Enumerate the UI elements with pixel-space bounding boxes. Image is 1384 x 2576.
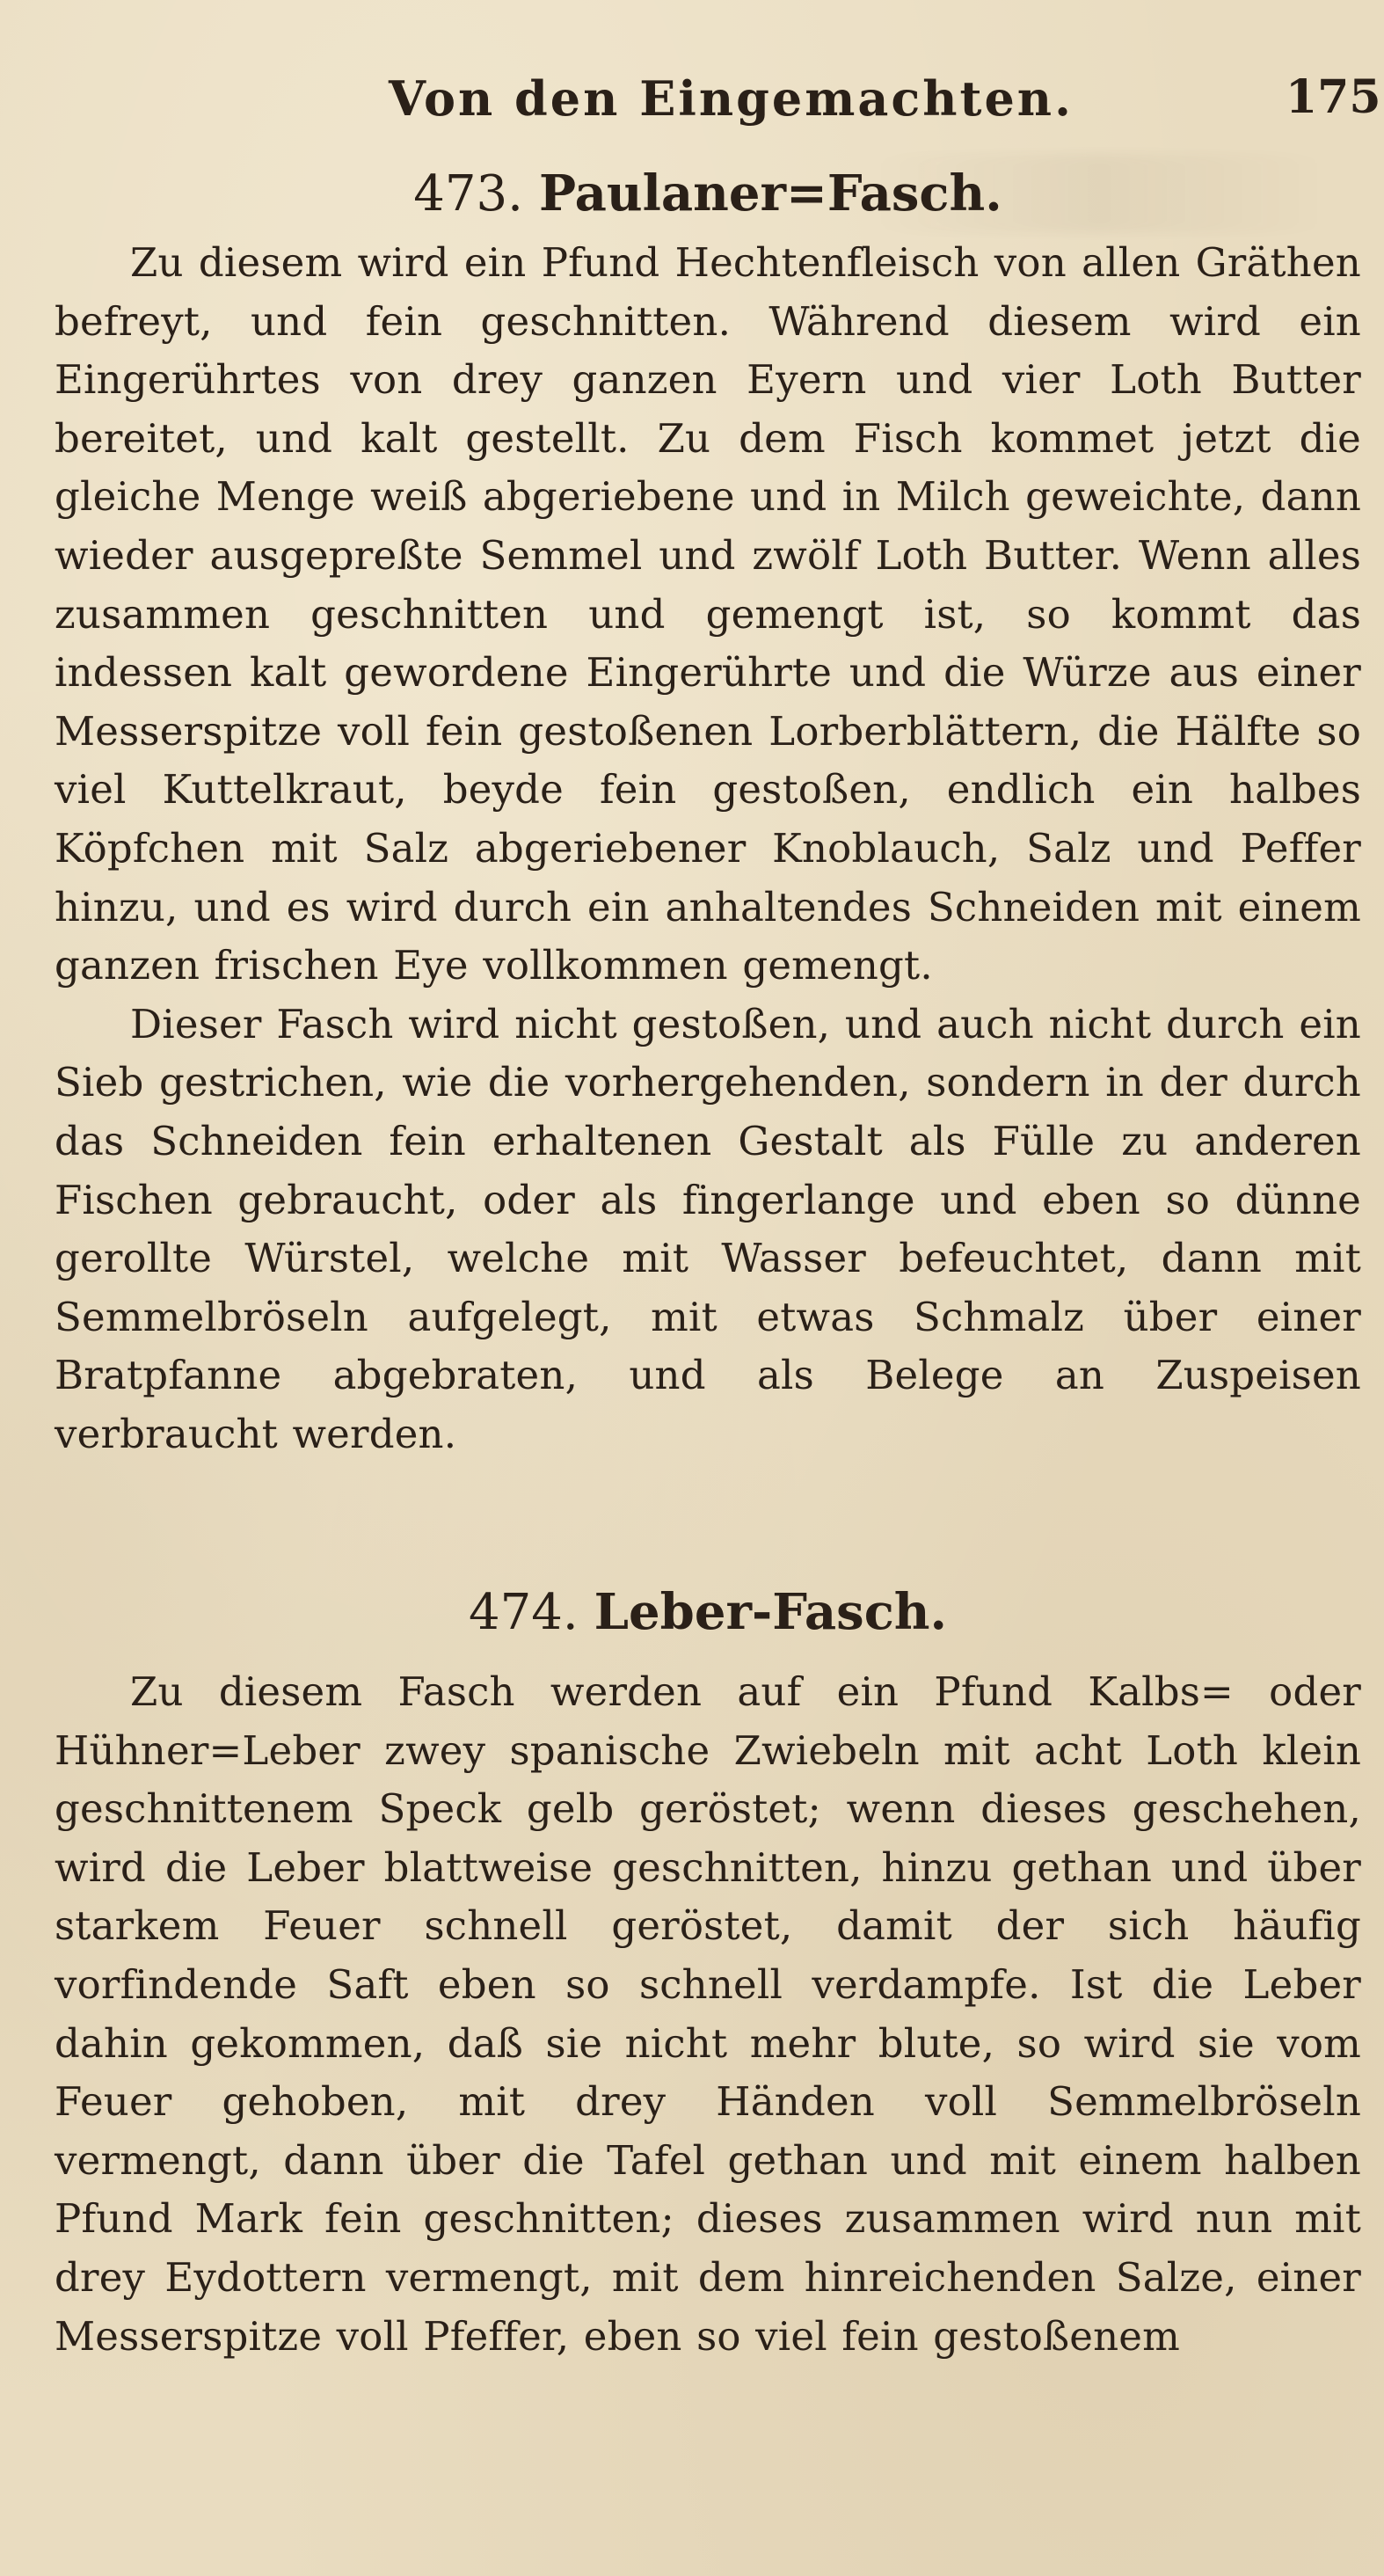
recipe-section-474 [55,1579,1361,2366]
section-heading [55,1579,1361,1646]
running-title: Von den Eingemachten. [389,70,1074,127]
paragraph: Dieser Fasch wird nicht gestoßen, und auch nicht durch ein Sieb gestrichen, wie die vorhergehenden, sondern in der durch das Schneiden fein erhaltenen Gestalt als Fülle zu anderen Fischen gebraucht, oder als fingerlange und eben so dünne gerollte Würstel, welche mit Wasser befeuchtet, dann mit Semmelbröseln aufgelegt, mit etwas Schmalz über einer Bratpfanne abgebraten, und als Belege an Zuspeisen verbraucht werden. [55,1000,1361,1457]
section-number: 474. [468,1584,579,1641]
section-title: Paulaner=Fasch. [538,164,1002,223]
page-number: 175 [1286,70,1381,124]
paragraph: Zu diesem Fasch werden auf ein Pfund Kalbs= oder Hühner=Leber zwey spanische Zwiebeln mit acht Loth klein geschnittenem Speck gelb geröstet; wenn dieses geschehen, wird die Leber blattweise geschnitten, hinzu gethan und über starkem Feuer schnell geröstet, damit der sich häufig vorfindende Saft eben so schnell verdampfe. Ist die Leber dahin gekommen, daß sie nicht mehr blute, so wird sie vom Feuer gehoben, mit drey Händen voll Semmelbröseln vermengt, dann über die Tafel gethan und mit einem halben Pfund Mark fein geschnitten; dieses zusammen wird nun mit drey Eydottern vermengt, mit dem hinreichenden Salze, einer Messerspitze voll Pfeffer, eben so viel fein gestoßenem [55,1668,1361,2360]
recipe-section-473 [55,160,1361,1463]
section-heading [55,160,1361,227]
section-number: 473. [413,165,523,223]
section-title: Leber-Fasch. [594,1583,948,1641]
paragraph: Zu diesem wird ein Pfund Hechtenfleisch von allen Gräthen befreyt, und fein geschnitten. Während diesem wird ein Eingerührtes von drey ganzen Eyern und vier Loth Butter bereitet, und kalt gestellt. Zu dem Fisch kommet jetzt die gleiche Menge weiß abgeriebene und in Milch geweichte, dann wieder ausgepreßte Semmel und zwölf Loth Butter. Wenn alles zusammen geschnitten und gemengt ist, so kommt das indessen kalt gewordene Eingerührte und die Würze aus einer Messerspitze voll fein gestoßenen Lorberblättern, die Hälfte so viel Kuttelkraut, beyde fein gestoßen, endlich ein halbes Köpfchen mit Salz abgeriebener Knoblauch, Salz und Peffer hinzu, und es wird durch ein anhaltendes Schneiden mit einem ganzen frischen Eye vollkommen gemengt. [55,239,1361,989]
running-head [0,70,1384,132]
